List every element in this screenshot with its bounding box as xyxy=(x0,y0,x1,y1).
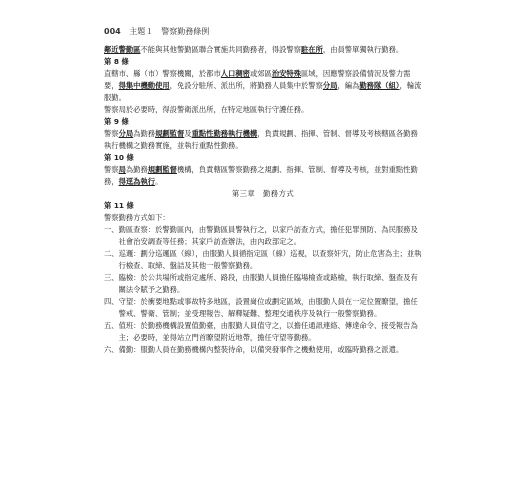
list-item-text: 臨檢：於公共場所或指定處所、路段，由服勤人員擔任臨場檢查或路檢，執行取締、盤查及有關法令賦予之勤務。 xyxy=(118,273,418,294)
list-item-number: 四、 xyxy=(104,297,119,306)
article-11-list xyxy=(104,224,422,356)
list-item xyxy=(104,296,422,320)
keyword: 規劃監督 xyxy=(155,129,185,138)
text-run: ，輪流服勤。 xyxy=(104,81,422,102)
list-item-number: 六、 xyxy=(104,345,119,354)
text-run: 區域，因應警察設備情況及警力需要， xyxy=(104,69,411,90)
running-title: 主題１ 警察勤務條例 xyxy=(129,27,210,36)
article-8-paragraph-2: 警察局於必要時，得設警衛派出所，在特定地區執行守護任務。 xyxy=(104,105,309,114)
intro-paragraph xyxy=(104,44,422,56)
text-run: 不能與其他警勤區聯合實施共同勤務者，得設警察 xyxy=(140,45,302,54)
text-run: 機構，負責轄區警察勤務之規劃、指揮、管制、督導及考核，並對重點性勤務， xyxy=(104,165,418,186)
keyword: 規劃監督 xyxy=(147,165,177,174)
list-item-text: 巡邏：劃分巡邏區（線），由服勤人員循指定區（線）巡視，以查察奸宄，防止危害為主；並執行檢查、取締、盤詰及其他一般警察勤務。 xyxy=(118,249,422,270)
article-10-heading: 第 10 條 xyxy=(104,153,134,162)
text-run: ，編為 xyxy=(337,81,360,90)
article-9-heading: 第 9 條 xyxy=(104,117,129,126)
list-item xyxy=(104,224,422,248)
text-run: ，免設分駐所、派出所，將勤務人員集中於警察 xyxy=(169,81,323,90)
keyword: 分局 xyxy=(322,81,338,90)
list-item xyxy=(104,248,422,272)
list-item-text: 守望：於衝要地點或事故特多地區，設置崗位或劃定區域，由服勤人員在一定位置瞭望，擔任警戒、警衛、管制；並受理報告、解釋疑難、整理交通秩序及執行一般警察勤務。 xyxy=(118,297,418,318)
list-item xyxy=(104,344,422,356)
text-run: 及 xyxy=(184,129,192,138)
keyword: 得逕為執行 xyxy=(118,177,156,186)
list-item-text: 值班：於勤務機構設置值勤臺，由服勤人員值守之，以擔任通訊連絡、傳達命令、接受報告為主；必要時，並得站立門首瞭望附近地帶，擔任守望等勤務。 xyxy=(118,321,418,342)
article-8-heading: 第 8 條 xyxy=(104,57,129,66)
list-item-number: 五、 xyxy=(104,321,119,330)
running-header xyxy=(104,26,209,37)
list-item-number: 二、 xyxy=(104,249,119,258)
document-body xyxy=(104,44,422,356)
page-number: 004 xyxy=(104,27,121,36)
article-8-paragraph-1 xyxy=(104,68,422,104)
keyword: 局 xyxy=(118,165,126,174)
keyword: 重點性勤務執行機構 xyxy=(191,129,258,138)
keyword: 分局 xyxy=(118,129,134,138)
list-item-text: 備勤：服勤人員在勤務機構內整裝待命，以備突發事件之機動使用，或臨時勤務之派遣。 xyxy=(118,345,404,354)
keyword: 人口稠密 xyxy=(220,69,250,78)
text-run: ，負責規劃、指揮、管制、督導及考核轄區各勤務執行機構之勤務實施，並執行重點性勤務。 xyxy=(104,129,418,150)
article-9-paragraph xyxy=(104,128,422,152)
article-11-heading: 第 11 條 xyxy=(104,201,134,210)
text-run: 為勤務 xyxy=(133,129,156,138)
text-run: 警察 xyxy=(104,165,119,174)
chapter-heading: 第三章 勤務方式 xyxy=(231,189,295,198)
keyword: 得集中機動使用 xyxy=(118,81,170,90)
article-11-lead: 警察勤務方式如下： xyxy=(104,213,170,222)
text-run: 。 xyxy=(155,177,163,186)
list-item xyxy=(104,272,422,296)
text-run: ，由員警單獨執行勤務。 xyxy=(322,45,404,54)
list-item-text: 勤區查察：於警勤區內，由警勤區員警執行之，以家戶訪查方式，擔任犯罪預防、為民服務及社會治安調查等任務；其家戶訪查辦法，由內政部定之。 xyxy=(118,225,418,246)
keyword: 治安特殊 xyxy=(271,69,302,78)
keyword: 駐在所 xyxy=(301,45,323,54)
list-item xyxy=(104,320,422,344)
article-10-paragraph xyxy=(104,164,422,188)
text-run: 為勤務 xyxy=(125,165,148,174)
list-item-number: 一、 xyxy=(104,225,119,234)
text-run: 直轄市、縣（市）警察機關，於都市 xyxy=(104,69,221,78)
list-item-number: 三、 xyxy=(104,273,119,282)
keyword: 鄰近警勤區 xyxy=(104,45,141,54)
keyword: 勤務隊（組） xyxy=(359,81,400,90)
text-run: 或郊區 xyxy=(249,69,272,78)
text-run: 警察 xyxy=(104,129,119,138)
